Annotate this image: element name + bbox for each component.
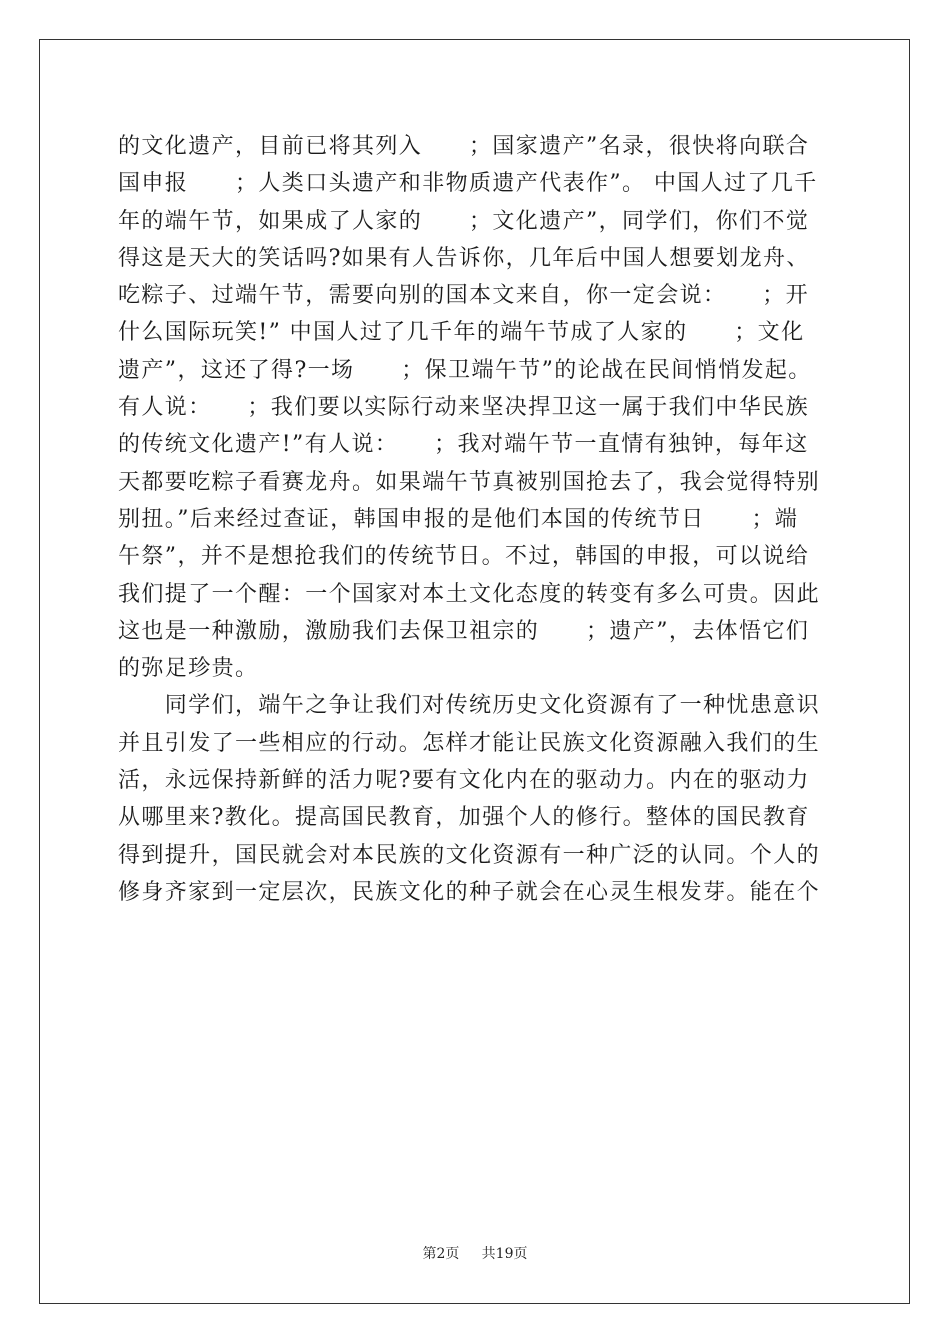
text-line: 并且引发了一些相应的行动。怎样才能让民族文化资源融入我们的生 [118, 730, 821, 756]
text-line: 活，永远保持新鲜的活力呢?要有文化内在的驱动力。内在的驱动力 [118, 768, 810, 794]
text-line: 的文化遗产，目前已将其列入 ；国家遗产”名录，很快将向联合 [118, 134, 810, 159]
page-footer [0, 1243, 950, 1263]
text-line: 有人说： ；我们要以实际行动来坚决捍卫这一属于我们中华民族 [118, 395, 810, 421]
text-line: 从哪里来?教化。提高国民教育，加强个人的修行。整体的国民教育 [118, 805, 810, 831]
text-line: 这也是一种激励，激励我们去保卫祖宗的 ；遗产”，去体悟它们 [118, 618, 810, 644]
text-line: 的弥足珍贵。 [118, 656, 259, 682]
text-line: 修身齐家到一定层次，民族文化的种子就会在心灵生根发芽。能在个 [118, 879, 821, 905]
text-line: 遗产”，这还了得?一场 ；保卫端午节”的论战在民间悄悄发起。 [118, 357, 812, 383]
document-body [118, 128, 836, 911]
text-line: 别扭。”后来经过查证，韩国申报的是他们本国的传统节日 ；端 [118, 506, 799, 532]
text-line: 的传统文化遗产!”有人说： ；我对端午节一直情有独钟，每年这 [118, 432, 809, 458]
text-line: 得到提升，国民就会对本民族的文化资源有一种广泛的认同。个人的 [118, 842, 821, 868]
text-line: 年的端午节，如果成了人家的 ；文化遗产”，同学们，你们不觉 [118, 208, 810, 234]
page-total: 共19页 [481, 1246, 528, 1262]
text-line: 得这是天大的笑话吗?如果有人告诉你，几年后中国人想要划龙舟、 [118, 245, 810, 271]
text-line: 吃粽子、过端午节，需要向别的国本文来自，你一定会说： ；开 [118, 283, 810, 309]
text-line: 我们提了一个醒：一个国家对本土文化态度的转变有多么可贵。因此 [118, 581, 821, 607]
text-line: 什么国际玩笑!” 中国人过了几千年的端午节成了人家的 ；文化 [118, 320, 805, 346]
text-line: 午祭”，并不是想抢我们的传统节日。不过，韩国的申报，可以说给 [118, 544, 810, 570]
page-number: 第2页 [422, 1246, 460, 1262]
text-line: 国申报 ；人类口头遗产和非物质遗产代表作”。 中国人过了几千 [118, 171, 818, 197]
text-line: 天都要吃粽子看赛龙舟。如果端午节真被别国抢去了，我会觉得特别 [118, 469, 821, 495]
text-line: 同学们，端午之争让我们对传统历史文化资源有了一种忧患意识 [118, 693, 821, 719]
